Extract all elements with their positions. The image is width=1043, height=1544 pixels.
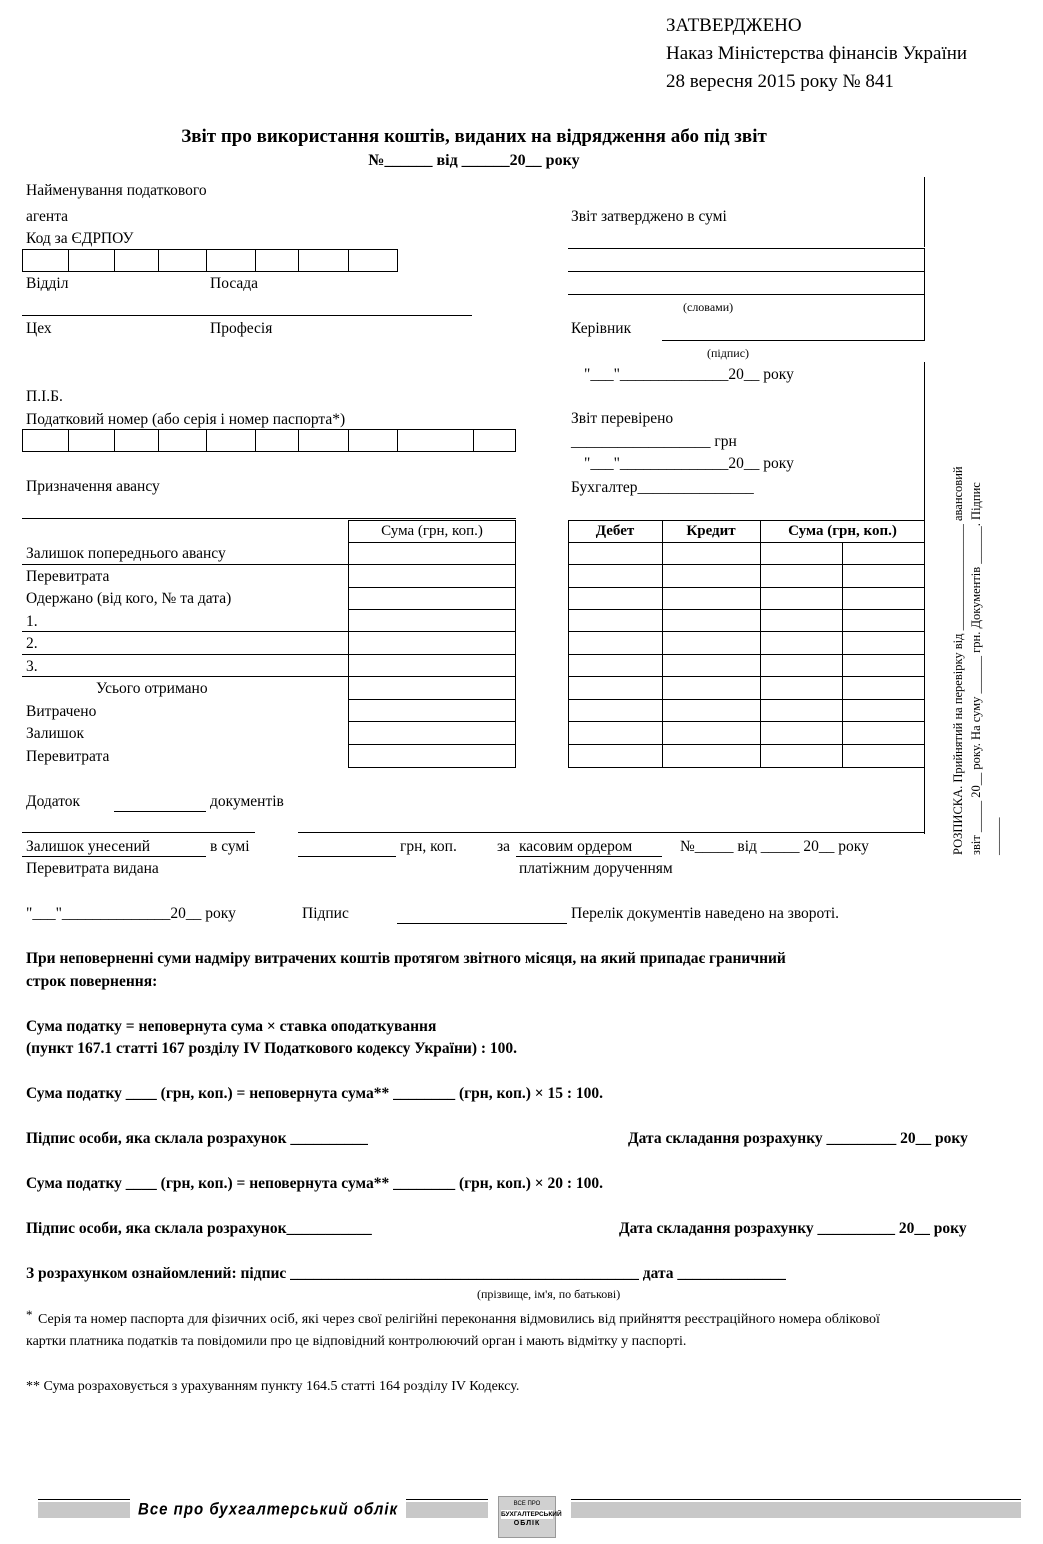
formula-line-2: (пункт 167.1 статті 167 розділу IV Податкового кодексу України) : 100.	[26, 1040, 518, 1057]
receipt-line-3: ______	[987, 817, 1001, 855]
table-row-label: Залишок попереднього авансу	[26, 545, 226, 562]
head-signature-line[interactable]	[662, 340, 925, 341]
credit-header: Кредит	[686, 523, 736, 539]
position-label: Посада	[210, 275, 259, 292]
sign-line-2: Підпис особи, яка склала розрахунок___________	[26, 1220, 372, 1237]
advance-table-header: Сума (грн, коп.)	[381, 523, 483, 539]
head-label: Керівник	[571, 320, 632, 337]
form-subtitle: №______ від ______20__ року	[368, 152, 580, 169]
checked-date: "___"______________20__ року	[584, 455, 794, 472]
tax-number-label: Податковий номер (або серія і номер паспорта*)	[26, 411, 346, 428]
table-row-label: Одержано (від кого, № та дата)	[26, 590, 232, 607]
table-row-label: Витрачено	[26, 703, 97, 720]
accountant-label: Бухгалтер_______________	[571, 479, 754, 496]
edrpou-label: Код за ЄДРПОУ	[26, 230, 134, 247]
department-line[interactable]	[22, 315, 472, 316]
row-separator	[22, 631, 349, 632]
row-separator	[22, 654, 349, 655]
right-border-mid	[924, 248, 925, 341]
footnote-2: ** Сума розраховується з урахуванням пункту 164.5 статті 164 розділу IV Кодексу.	[26, 1379, 520, 1394]
shop-label: Цех	[26, 320, 52, 337]
calc-15-line: Сума податку ____ (грн, коп.) = неповернута сума** ________ (грн, коп.) × 15 : 100.	[26, 1085, 604, 1102]
profession-label: Професія	[210, 320, 273, 337]
attachment-count-line[interactable]	[114, 811, 206, 812]
familiar-line: З розрахунком ознайомлений: підпис _____________________________________________ дата ______________	[26, 1265, 786, 1282]
cash-order-underline	[516, 856, 662, 857]
debit-header: Дебет	[595, 523, 635, 539]
approval-line-2: Наказ Міністерства фінансів України	[666, 43, 968, 64]
row-separator	[22, 564, 349, 565]
approval-line-3: 28 вересня 2015 року № 841	[666, 71, 894, 92]
logo-mid-text: БУХГАЛТЕРСЬКИЙ	[501, 1511, 562, 1518]
advance-sum-column[interactable]	[348, 542, 516, 768]
advance-purpose-line[interactable]	[22, 518, 516, 519]
order-number-date: №_____ від _____ 20__ року	[680, 838, 869, 855]
overspend-issued-label: Перевитрата видана	[26, 860, 159, 877]
table-row-label: 2.	[26, 635, 38, 652]
right-border-top	[924, 177, 925, 247]
formula-line-1: Сума податку = неповернута сума × ставка оподаткування	[26, 1018, 437, 1035]
balance-deposited-label: Залишок унесений	[26, 838, 151, 855]
checked-label: Звіт перевірено	[571, 410, 674, 427]
footnote-star: *	[26, 1307, 33, 1322]
signature-line[interactable]	[397, 923, 567, 924]
documents-label: документів	[210, 793, 284, 810]
row-separator	[22, 676, 349, 677]
form-title: Звіт про використання коштів, виданих на відрядження або під звіт	[181, 126, 767, 147]
footer-banner	[38, 1502, 488, 1518]
in-sum-label: в сумі	[210, 838, 250, 855]
footer-bar-right	[571, 1502, 1021, 1518]
cash-line-top	[298, 832, 925, 833]
date-calc-line-2: Дата складання розрахунку __________ 20__ року	[619, 1220, 967, 1237]
fio-caption: (прізвище, ім'я, по батькові)	[477, 1287, 621, 1301]
pib-label: П.І.Б.	[26, 388, 63, 405]
attachment-label: Додаток	[26, 793, 81, 810]
table-row-label: Перевитрата	[26, 748, 110, 765]
department-label: Відділ	[26, 275, 69, 292]
balance-line-top	[22, 832, 255, 833]
table-row-label: 3.	[26, 658, 38, 675]
approved-sum-line-2[interactable]	[568, 271, 925, 272]
note-paragraph-1a: При неповерненні суми надміру витрачених коштів протягом звітного місяця, на який припадає граничний	[26, 950, 786, 967]
journal-logo	[498, 1496, 562, 1538]
receipt-line-2: звіт _____ 20__ року. На суму ______ грн. Документів ______. Підпис	[969, 482, 983, 855]
table-row-label: Усього отримано	[96, 680, 208, 697]
approved-sum-line-3[interactable]	[568, 294, 925, 295]
sum-input-line[interactable]	[298, 856, 396, 857]
in-words-caption: (словами)	[683, 300, 734, 314]
footnote-1a: Серія та номер паспорта для фізичних осіб, які через свої релігійні переконання відмовились від прийняття реєстраційного номера облікової	[38, 1312, 880, 1327]
logo-bottom-text: ОБЛІК	[513, 1520, 541, 1527]
note-paragraph-1b: строк повернення:	[26, 973, 158, 990]
tax-agent-label: Найменування податкового	[26, 182, 207, 199]
approved-sum-line-1[interactable]	[568, 248, 925, 249]
calc-20-line: Сума податку ____ (грн, коп.) = неповернута сума** ________ (грн, коп.) × 20 : 100.	[26, 1175, 604, 1192]
approval-date: "___"______________20__ року	[584, 366, 794, 383]
sign-line-1: Підпис особи, яка склала розрахунок __________	[26, 1130, 368, 1147]
signature-label: Підпис	[302, 905, 349, 922]
sum-header: Сума (грн, коп.)	[788, 523, 897, 539]
receipt-line-1: РОЗПИСКА. Прийнятий на перевірку від _________________ авансовий	[951, 466, 965, 855]
approved-sum-label: Звіт затверджено в сумі	[571, 208, 727, 225]
footer-banner-text: Все про бухгалтерський облік	[130, 1498, 406, 1522]
footnote-1b: картки платника податків та повідомили про це відповідний контролюючий орган і мають відмітку у паспорті.	[26, 1334, 687, 1349]
signature-caption: (підпис)	[707, 346, 750, 360]
za-label: за	[497, 838, 511, 855]
logo-top-text: ВСЕ ПРО	[513, 1501, 541, 1507]
advance-purpose-label: Призначення авансу	[26, 478, 160, 495]
table-row-label: Перевитрата	[26, 568, 110, 585]
approval-line-1: ЗАТВЕРДЖЕНО	[666, 15, 802, 36]
doc-list-note: Перелік документів наведено на звороті.	[571, 905, 840, 922]
report-date: "___"______________20__ року	[26, 905, 236, 922]
table-row-label: Залишок	[26, 725, 85, 742]
payment-order-label: платіжним дорученням	[519, 860, 673, 877]
date-calc-line-1: Дата складання розрахунку _________ 20__ року	[628, 1130, 968, 1147]
table-row-label: 1.	[26, 613, 38, 630]
tax-agent-label-2: агента	[26, 208, 69, 225]
checked-uah: __________________ грн	[571, 433, 737, 450]
cash-order-label: касовим ордером	[519, 838, 633, 855]
uah-kop-label: грн, коп.	[400, 838, 457, 855]
balance-underline	[22, 856, 206, 857]
